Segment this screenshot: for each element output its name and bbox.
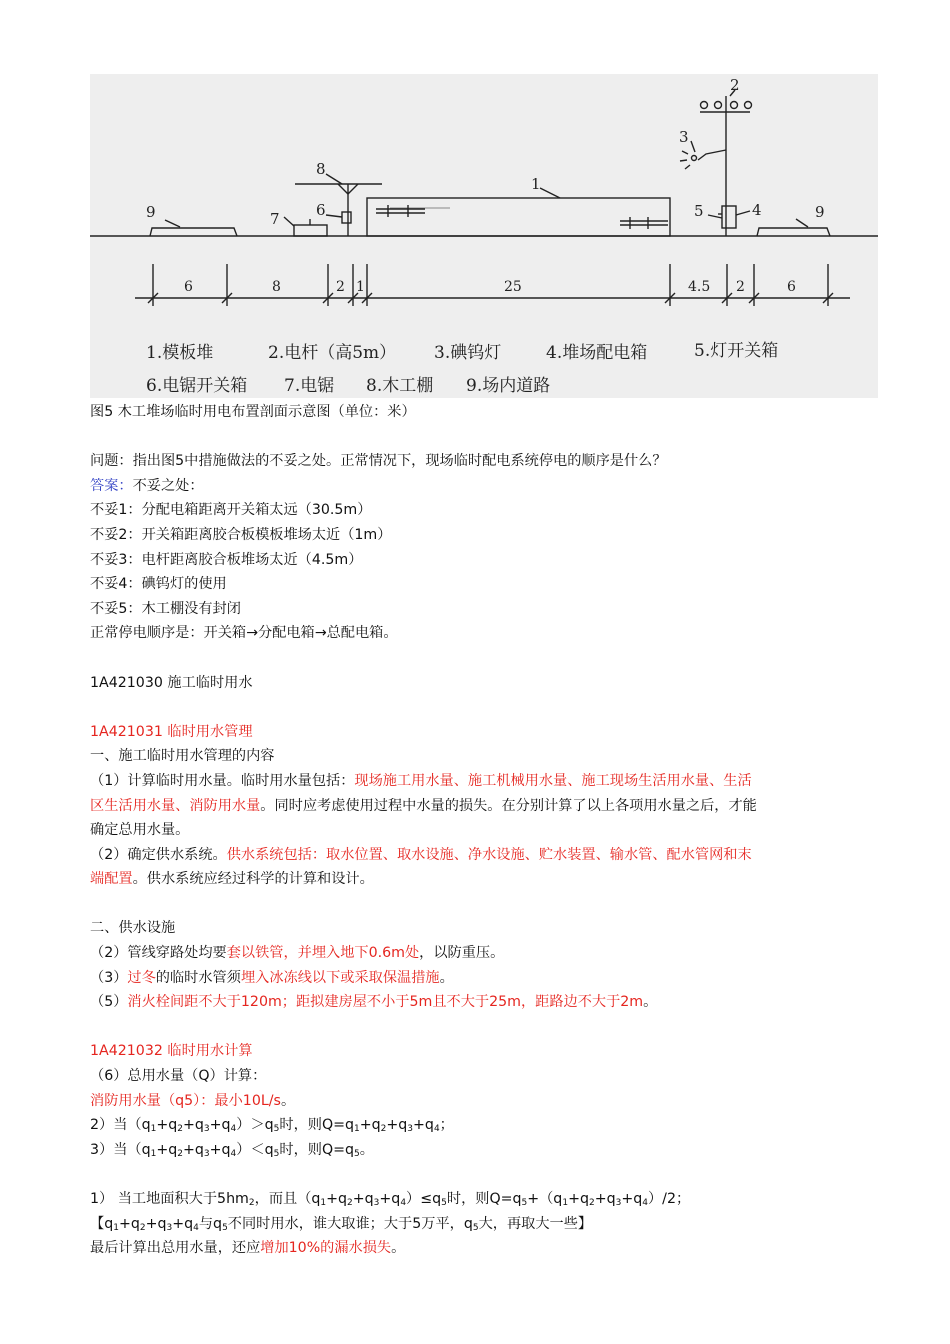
dim-6-right: 6 [787, 279, 796, 295]
legend-9: 9.场内道路 [466, 376, 551, 396]
legend-7: 7.电锯 [284, 376, 335, 396]
dim-2-right: 2 [736, 279, 745, 295]
facility-item-5: （5）消火栓间距不大于120m；距拟建房屋不小于5m且不大于25m，距路边不大于2m。 [90, 994, 658, 1011]
facility-item-2: （2）管线穿路处均要套以铁管，并埋入地下0.6m处，以防重压。 [90, 945, 505, 962]
list-item: 不妥3：电杆距离胶合板堆场太近（4.5m） [90, 551, 363, 568]
dim-1: 1 [356, 279, 365, 295]
legend-1: 1.模板堆 [146, 343, 214, 363]
label-5: 5 [694, 202, 704, 220]
list-item: 不妥4：碘钨灯的使用 [90, 576, 227, 593]
subheading-1: 一、施工临时用水管理的内容 [90, 748, 275, 765]
legend-6: 6.电锯开关箱 [146, 376, 248, 396]
list-item: 不妥2：开关箱距离胶合板模板堆场太近（1m） [90, 526, 392, 543]
dim-2-left: 2 [336, 279, 345, 295]
label-4: 4 [752, 201, 762, 219]
facility-item-3: （3）过冬的临时水管须埋入冰冻线以下或采取保温措施。 [90, 969, 454, 986]
section-diagram [90, 74, 878, 398]
answer-intro: 不妥之处： [132, 477, 204, 494]
dim-6-left: 6 [184, 279, 193, 295]
dim-4-5: 4.5 [688, 279, 711, 295]
legend-2: 2.电杆（高5m） [268, 343, 397, 363]
section-heading-1a421030: 1A421030 施工临时用水 [90, 674, 253, 691]
para-2-line-2: 端配置。供水系统应经过科学的计算和设计。 [90, 871, 374, 888]
document-body [90, 400, 890, 1261]
dim-8: 8 [272, 279, 281, 295]
total-water-calc: （6）总用水量（Q）计算： [90, 1068, 267, 1085]
para-1-line-3: 确定总用水量。 [90, 822, 190, 839]
bracket-note: 【$q_1+q_2+q_3+q_4$与$q_5$不同时用水，谁大取谁；大于5万平，$q_5$大，再取大一些】 [90, 1215, 593, 1233]
label-9-left: 9 [146, 203, 156, 221]
legend-5: 5.灯开关箱 [694, 341, 779, 361]
formula-2: 2）当$(q_1+q_2+q_3+q_4)>q_5$时，则$Q=q_1+q_2+q_3+q_4$； [90, 1117, 454, 1135]
subheading-2: 二、供水设施 [90, 920, 176, 937]
label-6: 6 [316, 201, 326, 219]
label-9-right: 9 [815, 203, 825, 221]
electrical-layout-figure [90, 74, 878, 398]
label-7: 7 [270, 210, 280, 228]
legend-4: 4.堆场配电箱 [546, 343, 648, 363]
question: 问题：指出图5中措施做法的不妥之处。正常情况下，现场临时配电系统停电的顺序是什么？ [90, 453, 667, 470]
answer-intro-line [90, 474, 890, 499]
para-2-line-1: （2）确定供水系统。供水系统包括：取水位置、取水设施、净水设施、贮水装置、输水管、配水管网和末 [90, 846, 752, 863]
list-item: 不妥1：分配电箱距离开关箱太远（30.5m） [90, 502, 372, 519]
label-8: 8 [316, 160, 326, 178]
legend-3: 3.碘钨灯 [434, 343, 502, 363]
label-2: 2 [730, 76, 740, 94]
para-1-line-2: 区生活用水量、消防用水量。同时应考虑使用过程中水量的损失。在分别计算了以上各项用水量之后，才能 [90, 797, 757, 814]
fire-water-line: 消防用水量（q5）：最小10L/s。 [90, 1092, 296, 1109]
label-1: 1 [531, 175, 541, 193]
label-3: 3 [679, 128, 689, 146]
last-line: 最后计算出总用水量，还应增加10%的漏水损失。 [90, 1240, 406, 1257]
power-off-order: 正常停电顺序是：开关箱→分配电箱→总配电箱。 [90, 625, 398, 642]
list-item: 不妥5：木工棚没有封闭 [90, 600, 241, 617]
figure-caption: 图5 木工堆场临时用电布置剖面示意图（单位：米） [90, 404, 416, 420]
dim-25: 25 [504, 279, 522, 295]
formula-3: 3）当$(q_1+q_2+q_3+q_4)<q_5$时，则$Q=q_5$。 [90, 1141, 374, 1159]
legend-8: 8.木工棚 [366, 376, 434, 396]
para-1-line-1: （1）计算临时用水量。临时用水量包括：现场施工用水量、施工机械用水量、施工现场生活用水量、生活 [90, 772, 752, 789]
section-heading-1a421031: 1A421031 临时用水管理 [90, 723, 253, 740]
formula-1: 1） 当工地面积大于$5hm_2$，而且$(q_1+q_2+q_3+q_4)\le q_5$时，则$Q=q_5+(q_1+q_2+q_3+q_4)/2$； [90, 1191, 691, 1208]
section-heading-1a421032: 1A421032 临时用水计算 [90, 1043, 253, 1060]
answer-label: 答案： [90, 477, 133, 494]
